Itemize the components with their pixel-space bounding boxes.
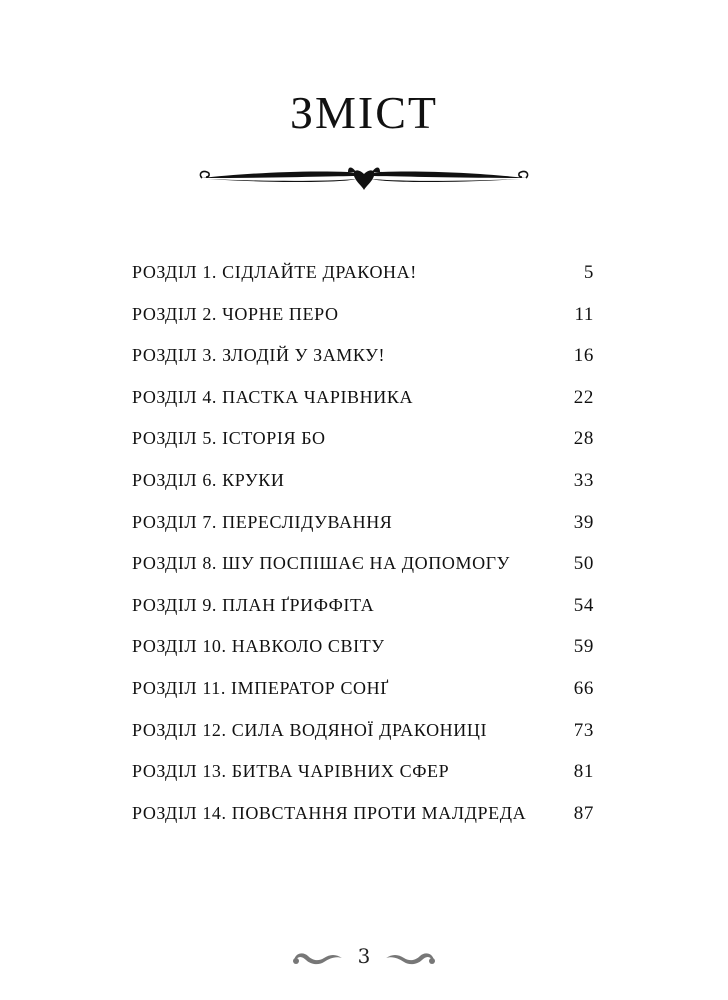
toc-entry-5[interactable] xyxy=(132,428,594,470)
toc-entry-title: РОЗДІЛ 8. ШУ ПОСПІШАЄ НА ДОПОМОГУ xyxy=(132,553,511,574)
toc-entry-10[interactable] xyxy=(132,636,594,678)
toc-entry-12[interactable] xyxy=(132,720,594,762)
wave-swash-right-icon xyxy=(382,944,438,968)
toc-entry-page: 66 xyxy=(573,677,594,699)
toc-entry-title: РОЗДІЛ 3. ЗЛОДІЙ У ЗАМКУ! xyxy=(132,345,386,366)
toc-entry-title: РОЗДІЛ 14. ПОВСТАННЯ ПРОТИ МАЛДРЕДА xyxy=(132,802,527,823)
toc-entry-title: РОЗДІЛ 7. ПЕРЕСЛІДУВАННЯ xyxy=(132,511,393,532)
toc-entry-6[interactable] xyxy=(132,470,594,512)
toc-entry-title: РОЗДІЛ 9. ПЛАН ҐРИФФІТА xyxy=(132,594,375,615)
flourish-divider-icon xyxy=(198,160,530,196)
toc-entry-title: РОЗДІЛ 11. ІМПЕРАТОР СОНҐ xyxy=(132,677,389,698)
toc-entry-9[interactable] xyxy=(132,595,594,637)
page-number: 3 xyxy=(357,944,371,968)
toc-entry-7[interactable] xyxy=(132,512,594,554)
toc-entry-11[interactable] xyxy=(132,678,594,720)
toc-entry-page: 28 xyxy=(573,428,594,450)
toc-entry-title: РОЗДІЛ 2. ЧОРНЕ ПЕРО xyxy=(132,303,339,324)
toc-entry-page: 59 xyxy=(573,636,594,658)
toc-entry-8[interactable] xyxy=(132,553,594,595)
toc-entry-title: РОЗДІЛ 12. СИЛА ВОДЯНОЇ ДРАКОНИЦІ xyxy=(132,719,488,740)
toc-entry-title: РОЗДІЛ 4. ПАСТКА ЧАРІВНИКА xyxy=(132,386,414,407)
toc-entry-page: 73 xyxy=(573,719,594,741)
table-of-contents xyxy=(132,262,594,844)
toc-entry-page: 16 xyxy=(573,345,594,367)
page-footer xyxy=(290,938,438,974)
toc-entry-page: 22 xyxy=(573,386,594,408)
toc-entry-title: РОЗДІЛ 10. НАВКОЛО СВІТУ xyxy=(132,636,385,657)
toc-entry-title: РОЗДІЛ 13. БИТВА ЧАРІВНИХ СФЕР xyxy=(132,761,450,782)
page-title: ЗМІСТ xyxy=(289,87,439,138)
toc-entry-page: 33 xyxy=(573,469,594,491)
toc-entry-page: 87 xyxy=(573,802,594,824)
toc-entry-page: 39 xyxy=(573,511,594,533)
wave-swash-left-icon xyxy=(290,944,346,968)
toc-entry-page: 54 xyxy=(573,594,594,616)
toc-entry-title: РОЗДІЛ 5. ІСТОРІЯ БО xyxy=(132,428,326,449)
toc-entry-3[interactable] xyxy=(132,345,594,387)
toc-entry-page: 81 xyxy=(573,761,594,783)
toc-entry-title: РОЗДІЛ 6. КРУКИ xyxy=(132,469,285,490)
toc-entry-4[interactable] xyxy=(132,387,594,429)
toc-entry-14[interactable] xyxy=(132,803,594,845)
toc-entry-page: 11 xyxy=(574,303,594,325)
toc-entry-13[interactable] xyxy=(132,761,594,803)
toc-entry-page: 5 xyxy=(583,262,594,283)
toc-entry-1[interactable] xyxy=(132,262,594,304)
toc-entry-title: РОЗДІЛ 1. СІДЛАЙТЕ ДРАКОНА! xyxy=(132,262,417,282)
toc-entry-page: 50 xyxy=(573,553,594,575)
toc-entry-2[interactable] xyxy=(132,304,594,346)
